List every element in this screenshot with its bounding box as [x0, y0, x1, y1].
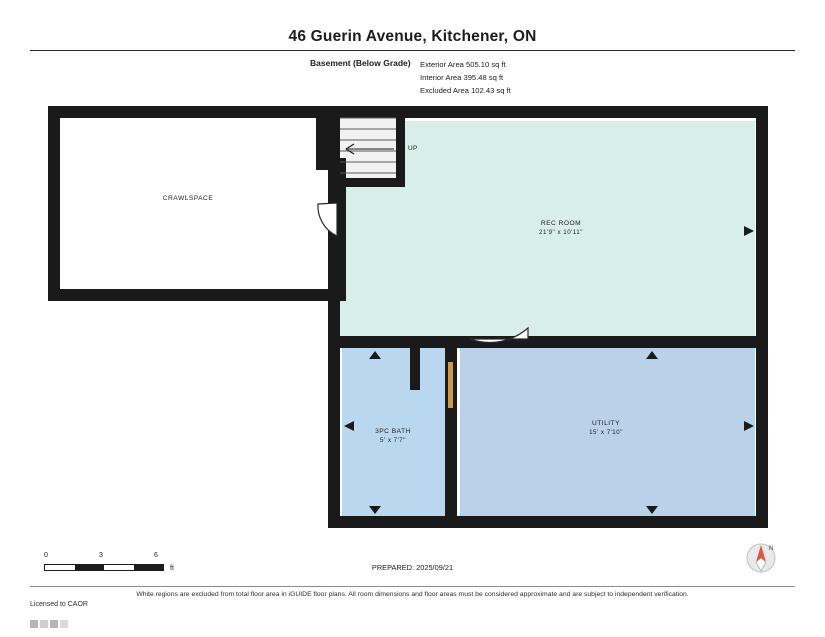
room-label-rec-room: REC ROOM 21'9" x 10'11": [539, 220, 583, 236]
interior-area: Interior Area 395.48 sq ft: [420, 73, 504, 82]
exterior-area: Exterior Area 505.10 sq ft: [420, 60, 506, 69]
room-label-crawlspace: CRAWLSPACE: [162, 195, 214, 202]
floor-plan-svg: [30, 96, 795, 536]
disclaimer-text: White regions are excluded from total floor area in iGUIDE floor plans. All room dimensions and floor areas must be considered approximate and are subject to independent verification.: [136, 591, 689, 598]
scale-tick-3: 3: [99, 552, 103, 559]
room-label-bath: 3PC BATH 5' x 7'7": [375, 428, 411, 444]
compass-icon: [743, 540, 779, 576]
room-fills: [64, 118, 755, 516]
stairs-up-label: UP: [408, 145, 418, 152]
scale-unit-label: ft: [170, 565, 174, 572]
area-summary: [420, 58, 511, 97]
scale-tick-0: 0: [44, 552, 48, 559]
crawlspace-fill: [64, 118, 314, 298]
footer-divider: [30, 586, 795, 587]
title-divider: [30, 50, 795, 51]
door-crawlspace: [318, 203, 337, 236]
floor-plan-drawing: [30, 96, 795, 536]
page-title: 46 Guerin Avenue, Kitchener, ON: [288, 28, 537, 45]
door-bath: [448, 362, 453, 408]
excluded-area: Excluded Area 102.43 sq ft: [420, 86, 511, 95]
scale-tick-labels: [42, 552, 177, 562]
brand-logo: [30, 617, 100, 629]
scale-tick-6: 6: [154, 552, 158, 559]
level-label: Basement (Below Grade): [310, 58, 411, 68]
svg-text:N: N: [769, 546, 774, 552]
licensed-text: Licensed to CAOR: [30, 601, 88, 608]
room-label-utility: UTILITY 15' x 7'10": [589, 420, 623, 436]
prepared-date: PREPARED: 2025/09/21: [371, 563, 454, 572]
